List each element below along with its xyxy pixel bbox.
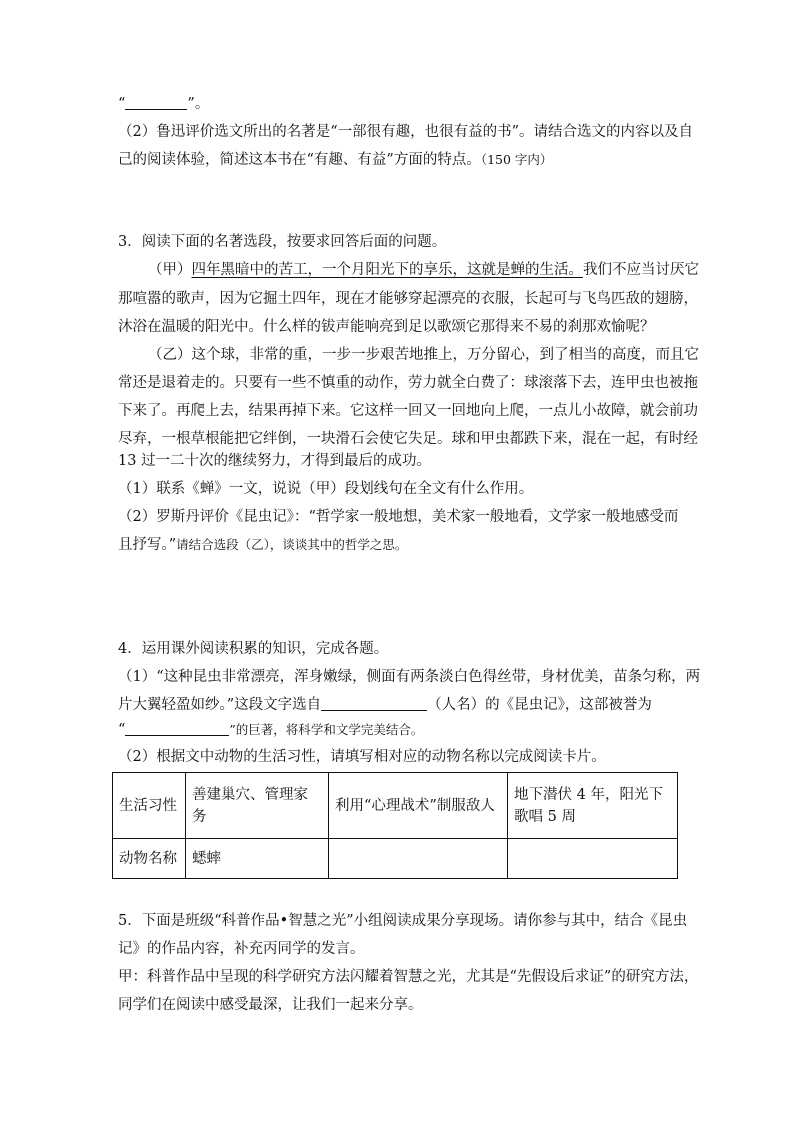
q5-line1: 5．下面是班级“科普作品•智慧之光”小组阅读成果分享现场。请你参与其中，结合《昆虫	[118, 913, 688, 929]
q3-sub2-line1: （2）罗斯丹评价《昆虫记》：“哲学家一般地想，美术家一般地看，文学家一般地感受而	[118, 509, 679, 525]
q4-sub1-line1: （1）“这种昆虫非常漂亮，浑身嫩绿，侧面有两条淡白色得丝带，身材优美，苗条匀称，两	[118, 669, 701, 685]
table-cell: 动物名称	[113, 839, 186, 879]
q5-line3: 甲：科普作品中呈现的科学研究方法闪耀着智慧之光，尤其是“先假设后求证”的研究方法，	[118, 969, 699, 985]
reading-card-table	[112, 772, 678, 879]
epithet-blank[interactable]	[125, 721, 229, 736]
q3-yi-line5: 13 过一二十次的继续努力，才得到最后的成功。	[118, 453, 432, 469]
table-cell: 蟋蟀	[186, 839, 329, 879]
q3-jia-line1: （甲）四年黑暗中的苦工，一个月阳光下的享乐，这就是蝉的生活。我们不应当讨厌它	[148, 262, 699, 278]
table-row	[113, 773, 678, 839]
underlined-sentence: 四年黑暗中的苦工，一个月阳光下的享乐，这就是蝉的生活。	[191, 262, 583, 278]
q2-blank-line: “ ”。	[118, 96, 210, 112]
q2-sub2-line2: 己的阅读体验，简述这本书在“有趣、有益”方面的特点。（150 字内）	[118, 152, 553, 168]
answer-blank[interactable]	[125, 95, 187, 110]
answer-cell[interactable]	[329, 839, 508, 879]
q3-jia-line3: 沐浴在温暖的阳光中。什么样的钹声能响亮到足以歌颂它那得来不易的刹那欢愉呢？	[118, 319, 655, 335]
table-row	[113, 839, 678, 879]
q4-heading: 4．运用课外阅读积累的知识，完成各题。	[118, 641, 389, 657]
table-cell: 利用“心理战术”制服敌人	[329, 773, 508, 839]
q3-yi-line2: 常还是退着走的。只要有一些不慎重的动作，劳力就全白费了：球滚落下去，连甲虫也被拖	[118, 375, 698, 391]
answer-cell[interactable]	[508, 839, 678, 879]
q3-yi-line1: （乙）这个球，非常的重，一步一步艰苦地推上，万分留心，到了相当的高度，而且它	[148, 347, 699, 363]
table-cell: 地下潜伏 4 年，阳光下歌唱 5 周	[508, 773, 678, 839]
q4-sub1-line2: 片大翼轻盈如纱。”这段文字选自 （人名）的《昆虫记》，这部被誉为	[118, 697, 652, 713]
q3-yi-line3: 下来了。再爬上去，结果再掉下来。它这样一回又一回地向上爬，一点儿小故障，就会前功	[118, 403, 698, 419]
q3-sub1: （1）联系《蝉》一文，说说（甲）段划线句在全文有什么作用。	[118, 481, 534, 497]
q2-sub2-line1: （2）鲁迅评价选文所出的名著是“一部很有趣，也很有益的书”。请结合选文的内容以及自	[118, 124, 694, 140]
q3-sub2-line2: 且抒写。”请结合选段（乙），谈谈其中的哲学之思。	[118, 537, 408, 553]
q5-line2: 记》的作品内容，补充丙同学的发言。	[118, 941, 365, 957]
q3-yi-line4: 尽弃，一根草根能把它绊倒，一块滑石会使它失足。球和甲虫都跌下来，混在一起，有时经	[118, 431, 698, 447]
q4-sub1-line3: “ ”的巨著，将科学和文学完美结合。	[118, 722, 424, 738]
q5-line4: 同学们在阅读中感受最深，让我们一起来分享。	[118, 997, 423, 1013]
q3-jia-line2: 那喧嚣的歌声，因为它掘土四年，现在才能够穿起漂亮的衣服，长起可与飞鸟匹敌的翅膀，	[118, 291, 698, 307]
author-name-blank[interactable]	[321, 696, 427, 711]
q4-sub2: （2）根据文中动物的生活习性，请填写相对应的动物名称以完成阅读卡片。	[118, 749, 606, 765]
table-cell: 善建巢穴、管理家务	[186, 773, 329, 839]
q3-heading: 3．阅读下面的名著选段，按要求回答后面的问题。	[118, 234, 447, 250]
table-cell: 生活习性	[113, 773, 186, 839]
